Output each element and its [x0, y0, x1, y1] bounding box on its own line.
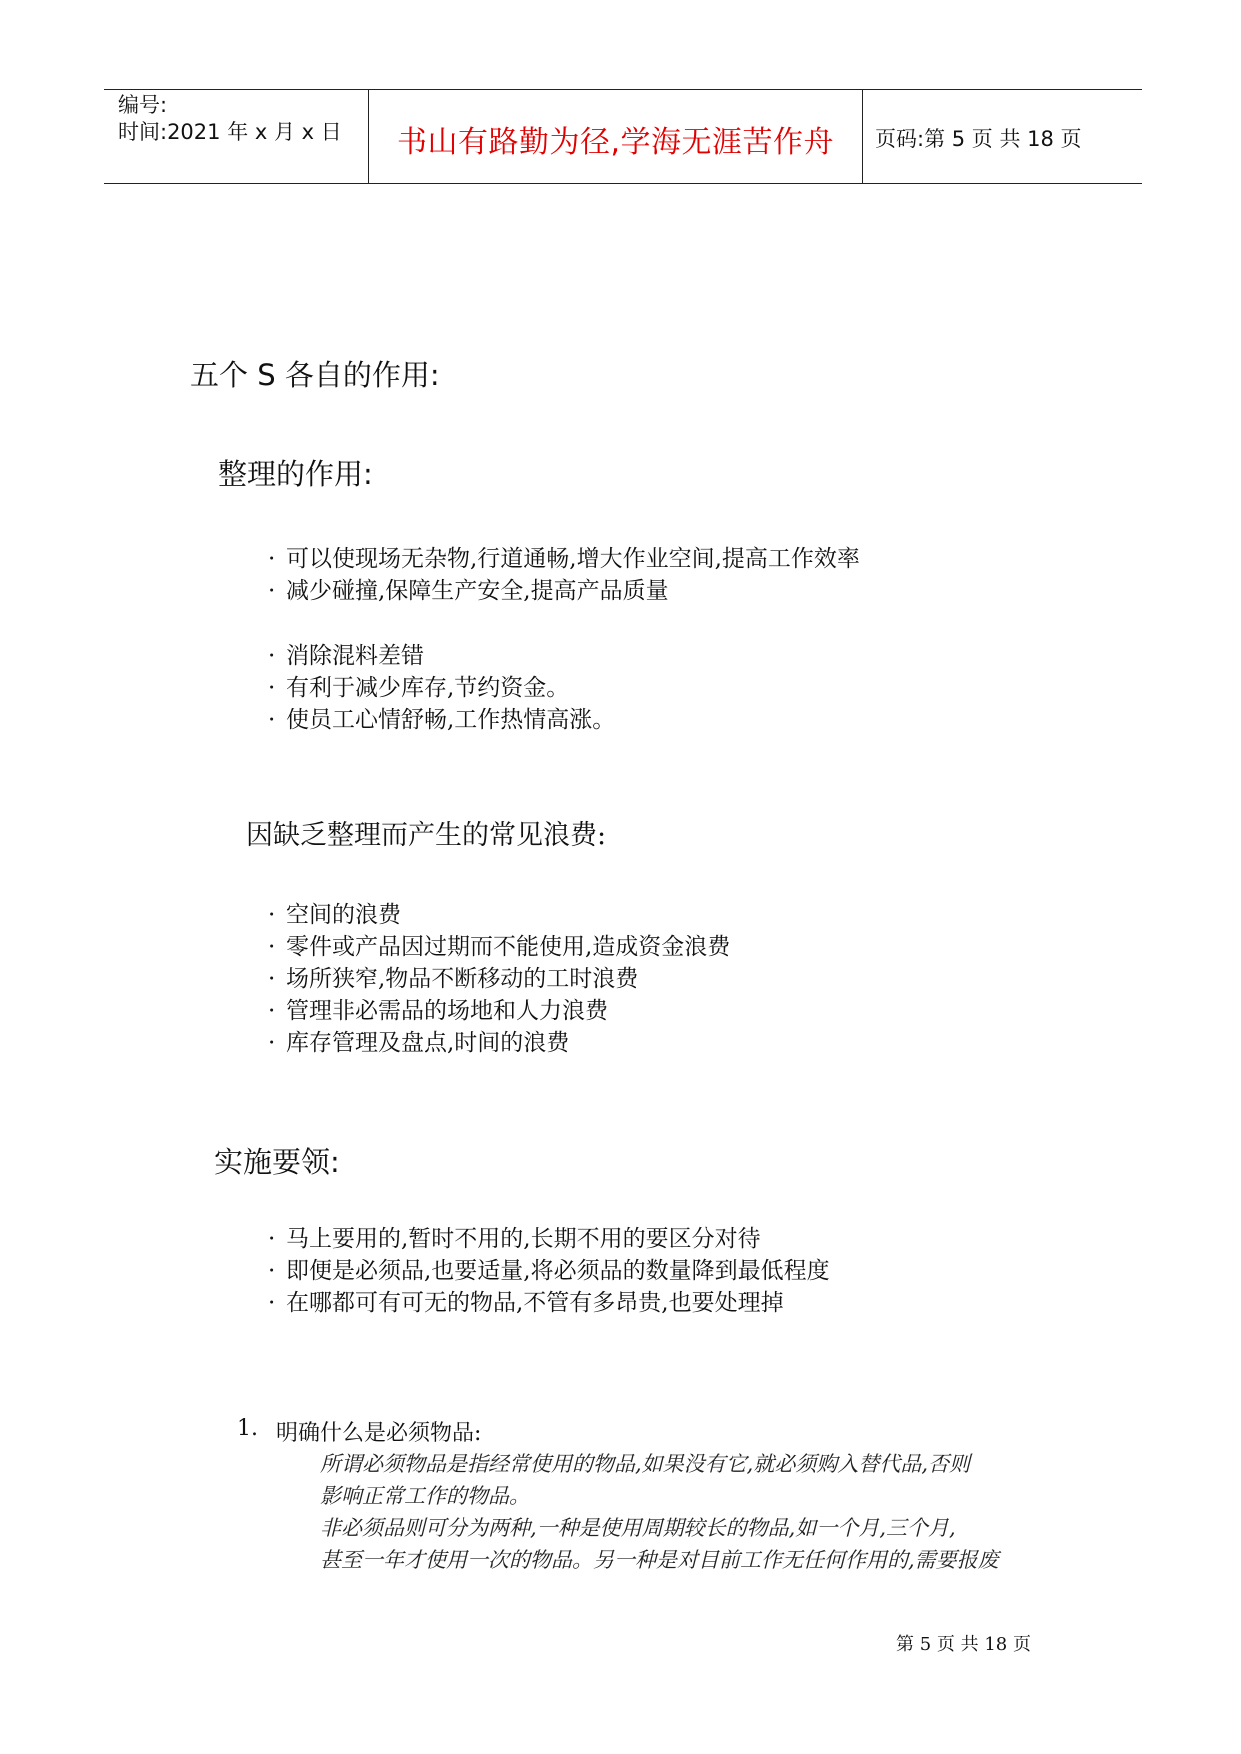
- page-header: [104, 89, 1142, 184]
- header-right-cell: [863, 90, 1142, 183]
- role-item: · 消除混料差错: [268, 643, 424, 669]
- role-item: · 使员工心情舒畅,工作热情高涨。: [268, 707, 616, 733]
- step-paragraph-line: 非必须品则可分为两种,一种是使用周期较长的物品,如一个月,三个月,: [320, 1516, 956, 1540]
- role-item: · 可以使现场无杂物,行道通畅,增大作业空间,提高工作效率: [268, 546, 860, 572]
- step-paragraph-line: 影响正常工作的物品。: [320, 1484, 530, 1508]
- step-title: 明确什么是必须物品:: [276, 1421, 482, 1446]
- page-footer: 第 5 页 共 18 页: [896, 1634, 1031, 1655]
- role-heading: 整理的作用:: [218, 457, 373, 491]
- step-paragraph-line: 所谓必须物品是指经常使用的物品,如果没有它,就必须购入替代品,否则: [320, 1452, 971, 1476]
- step-paragraph-line: 甚至一年才使用一次的物品。另一种是对目前工作无任何作用的,需要报废: [320, 1548, 999, 1572]
- header-page-number: 页码:第 5 页 共 18 页: [875, 127, 1082, 151]
- waste-item: · 管理非必需品的场地和人力浪费: [268, 998, 608, 1024]
- waste-item: · 空间的浪费: [268, 902, 401, 928]
- header-motto: 书山有路勤为径,学海无涯苦作舟: [396, 125, 835, 160]
- role-item: · 有利于减少库存,节约资金。: [268, 675, 570, 701]
- waste-item: · 场所狭窄,物品不断移动的工时浪费: [268, 966, 639, 992]
- key-point-item: · 在哪都可有可无的物品,不管有多昂贵,也要处理掉: [268, 1290, 784, 1316]
- document-number-label: 编号:: [118, 93, 168, 117]
- document-time-label: 时间:2021 年 x 月 x 日: [118, 120, 342, 144]
- key-point-item: · 即便是必须品,也要适量,将必须品的数量降到最低程度: [268, 1258, 830, 1284]
- waste-item: · 零件或产品因过期而不能使用,造成资金浪费: [268, 934, 731, 960]
- header-middle-cell: [369, 90, 863, 183]
- step-number: 1.: [237, 1416, 258, 1441]
- section-title: 五个 S 各自的作用:: [190, 358, 440, 392]
- key-point-item: · 马上要用的,暂时不用的,长期不用的要区分对待: [268, 1226, 761, 1252]
- key-points-heading: 实施要领:: [214, 1145, 340, 1179]
- waste-item: · 库存管理及盘点,时间的浪费: [268, 1030, 570, 1056]
- header-left-cell: [104, 90, 369, 183]
- waste-heading: 因缺乏整理而产生的常见浪费:: [246, 820, 607, 851]
- role-item: · 减少碰撞,保障生产安全,提高产品质量: [268, 578, 669, 604]
